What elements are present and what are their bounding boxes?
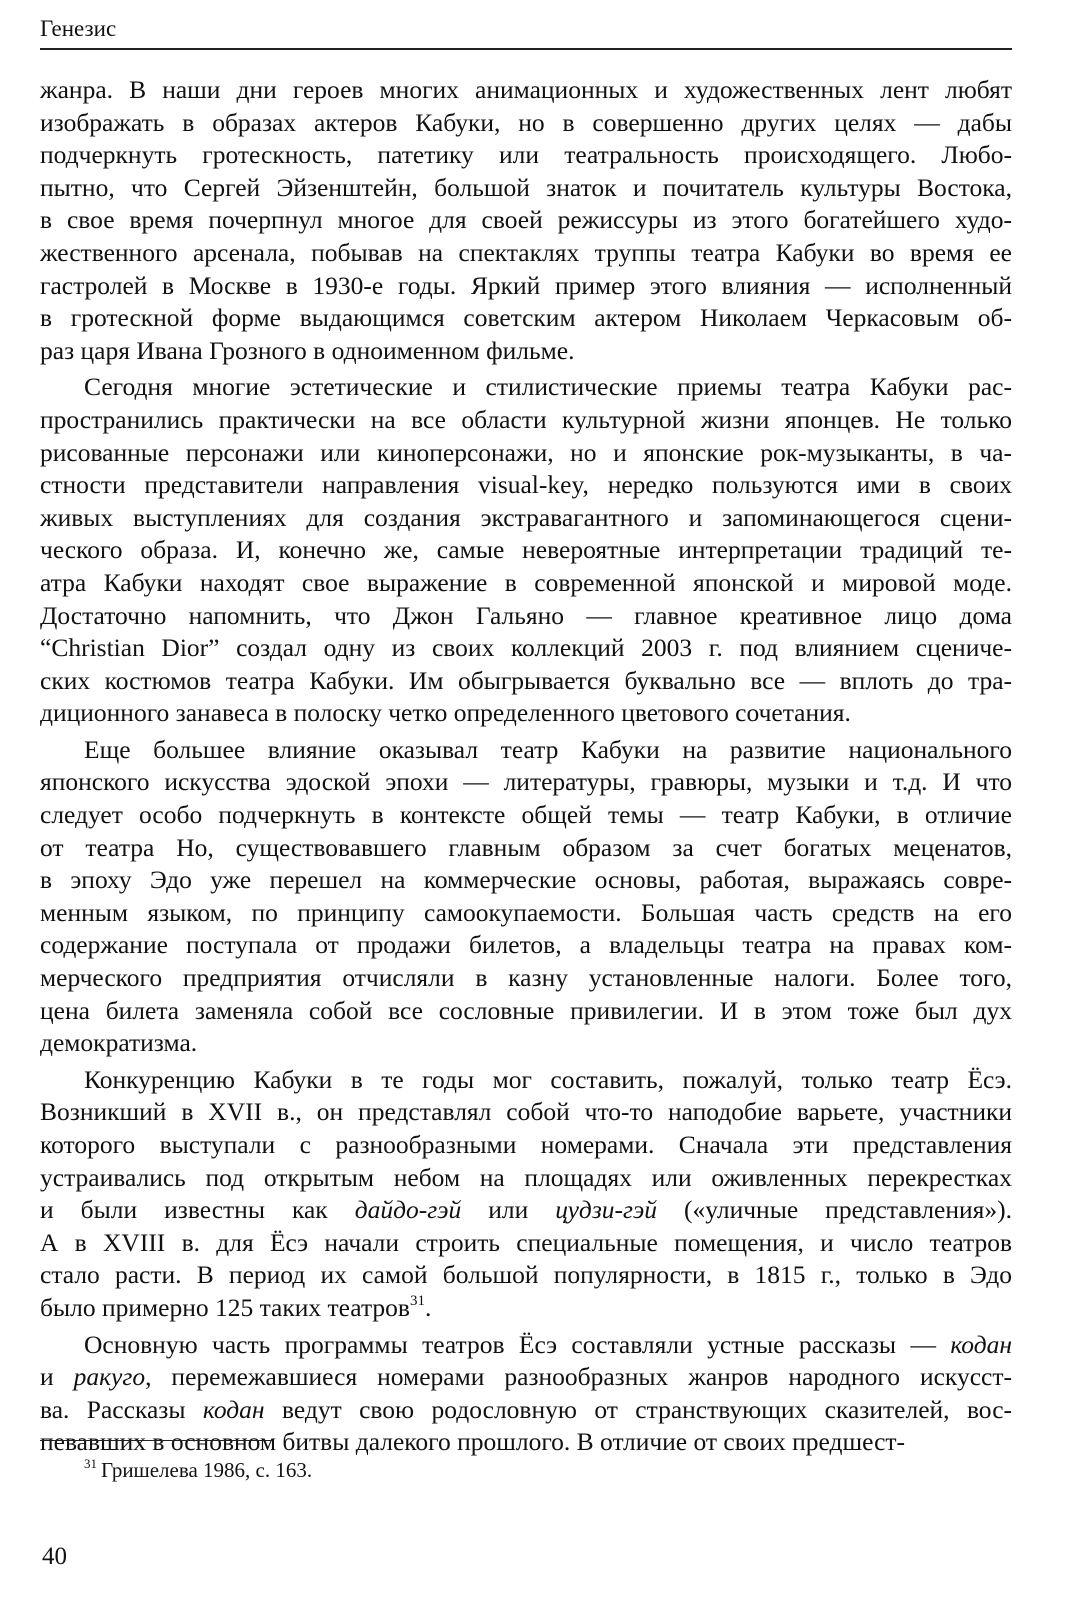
footnote-reference: 31 [409, 1292, 425, 1309]
text-line: от театра Но, существовавшего главным образом за счет богатых меценатов, [40, 832, 1012, 862]
italic-term: кодан [950, 1329, 1012, 1359]
text-line: Еще большее влияние оказывал театр Кабуки на развитие национального [84, 734, 1012, 764]
text-line: “Christian Dior” создал одну из своих коллекций 2003 г. под влиянием сцениче- [40, 633, 1012, 663]
text-line: пространились практически на все области культурной жизни японцев. Не только [40, 404, 1012, 434]
text-run: Основную часть программы театров Ёсэ составляли устные рассказы — [84, 1329, 951, 1359]
text-line: Возникший в XVII в., он представлял собой что-то наподобие варьете, участники [40, 1097, 1012, 1127]
text-run: , перемежавшиеся номерами разнообразных жанров народного искусст- [145, 1362, 1012, 1392]
text-line: стности представители направления visual-key, нередко пользуются ими в своих [40, 470, 1012, 500]
text-line: атра Кабуки находят свое выражение в современной японской и мировой моде. [40, 567, 1012, 597]
text-run: и были известны как [40, 1195, 355, 1225]
text-line: подчеркнуть гротескность, патетику или театральность происходящего. Любо- [40, 140, 1012, 170]
paragraph [40, 1064, 1012, 1325]
italic-term: дайдо-гэй [354, 1195, 462, 1225]
text-line: Достаточно напомнить, что Джон Гальяно — главное креативное лицо дома [40, 600, 1012, 630]
text-run: и [40, 1362, 74, 1392]
text-line: устраивались под открытым небом на площадях или оживленных перекрестках [40, 1162, 1012, 1192]
running-title: Генезис [40, 16, 117, 41]
text-line: певавших в основном битвы далекого прошлого. В отличие от своих предшест- [40, 1427, 906, 1457]
italic-term: ракуго [73, 1362, 146, 1392]
text-line: А в XVIII в. для Ёсэ начали строить специальные помещения, и число театров [40, 1227, 1012, 1257]
footnote-text: Гришелева 1986, с. 163. [101, 1458, 313, 1482]
footnote-rule [40, 1440, 272, 1441]
text-line: менным языком, по принципу самоокупаемости. Большая часть средств на его [40, 897, 1012, 927]
italic-term: кодан [202, 1394, 265, 1424]
text-line: Конкуренцию Кабуки в те годы мог составить, пожалуй, только театр Ёсэ. [84, 1064, 1012, 1094]
header-rule [40, 48, 1012, 50]
text-line: в эпоху Эдо уже перешел на коммерческие основы, работая, выражаясь совре- [40, 865, 1012, 895]
text-line: в гротескной форме выдающимся советским актером Николаем Черкасовым об- [40, 303, 1012, 333]
paragraph [40, 734, 1012, 1060]
text-line [40, 1394, 1012, 1427]
text-line: пытно, что Сергей Эйзенштейн, большой знаток и почитатель культуры Востока, [40, 172, 1012, 202]
text-line: мерческого предприятия отчисляли в казну установленные налоги. Более того, [40, 963, 1012, 993]
text-line: гастролей в Москве в 1930-е годы. Яркий пример этого влияния — исполненный [40, 270, 1012, 300]
text-line: Сегодня многие эстетические и стилистические приемы театра Кабуки рас- [84, 372, 1012, 402]
text-line: раз царя Ивана Грозного в одноименном фильме. [40, 335, 575, 365]
text-run: ва. Рассказы [40, 1394, 203, 1424]
text-line: японского искусства эдоской эпохи — литературы, гравюры, музыки и т.д. И что [40, 767, 1012, 797]
text-line: которого выступали с разнообразными номерами. Сначала эти представления [40, 1130, 1012, 1159]
text-line: демократизма. [40, 1028, 198, 1058]
page-number: 40 [42, 1543, 67, 1570]
text-line [40, 1292, 1012, 1325]
footnote [84, 1456, 312, 1484]
text-run: ведут свою родословную от странствующих сказителей, вос- [264, 1394, 1013, 1424]
text-line: цена билета заменяла собой все сословные привилегии. И в этом тоже был дух [40, 995, 1012, 1025]
text-line: содержание поступала от продажи билетов, а владельцы театра на правах ком- [40, 930, 1012, 960]
text-line: жанра. В наши дни героев многих анимационных и художественных лент любят [40, 75, 1012, 104]
text-run: было примерно 125 таких театров [40, 1292, 410, 1322]
text-line: в свое время почерпнул многое для своей режиссуры из этого богатейшего худо- [40, 205, 1012, 235]
text-line: следует особо подчеркнуть в контексте общей темы — театр Кабуки, в отличие [40, 800, 1012, 830]
text-line [40, 1361, 1012, 1394]
text-line: рисованные персонажи или киноперсонажи, но и японские рок-музыканты, в ча- [40, 437, 1012, 467]
text-line: ских костюмов театра Кабуки. Им обыгрывается буквально все — вплоть до тра- [40, 665, 1012, 695]
text-line [40, 1329, 1012, 1362]
text-line [40, 1194, 1012, 1227]
text-run: . [424, 1292, 432, 1322]
text-line: жественного арсенала, побывав на спектаклях труппы театра Кабуки во время ее [40, 237, 1012, 267]
text-run: («уличные представления»). [656, 1195, 1012, 1225]
body-text [40, 74, 1012, 1459]
footnote-marker: 31 [84, 1456, 97, 1471]
text-line: стало расти. В период их самой большой популярности, в 1815 г., только в Эдо [40, 1260, 1012, 1290]
italic-term: цудзи-гэй [555, 1195, 657, 1225]
paragraph [40, 371, 1012, 730]
text-line: ческого образа. И, конечно же, самые невероятные интерпретации традиций те- [40, 535, 1012, 565]
text-run: или [461, 1195, 556, 1225]
text-line: диционного занавеса в полоску четко определенного цветового сочетания. [40, 698, 851, 728]
paragraph [40, 74, 1012, 367]
text-line: изображать в образах актеров Кабуки, но в совершенно других целях — дабы [40, 107, 1012, 137]
text-line: живых выступлениях для создания экстравагантного и запоминающегося сцени- [40, 502, 1012, 532]
